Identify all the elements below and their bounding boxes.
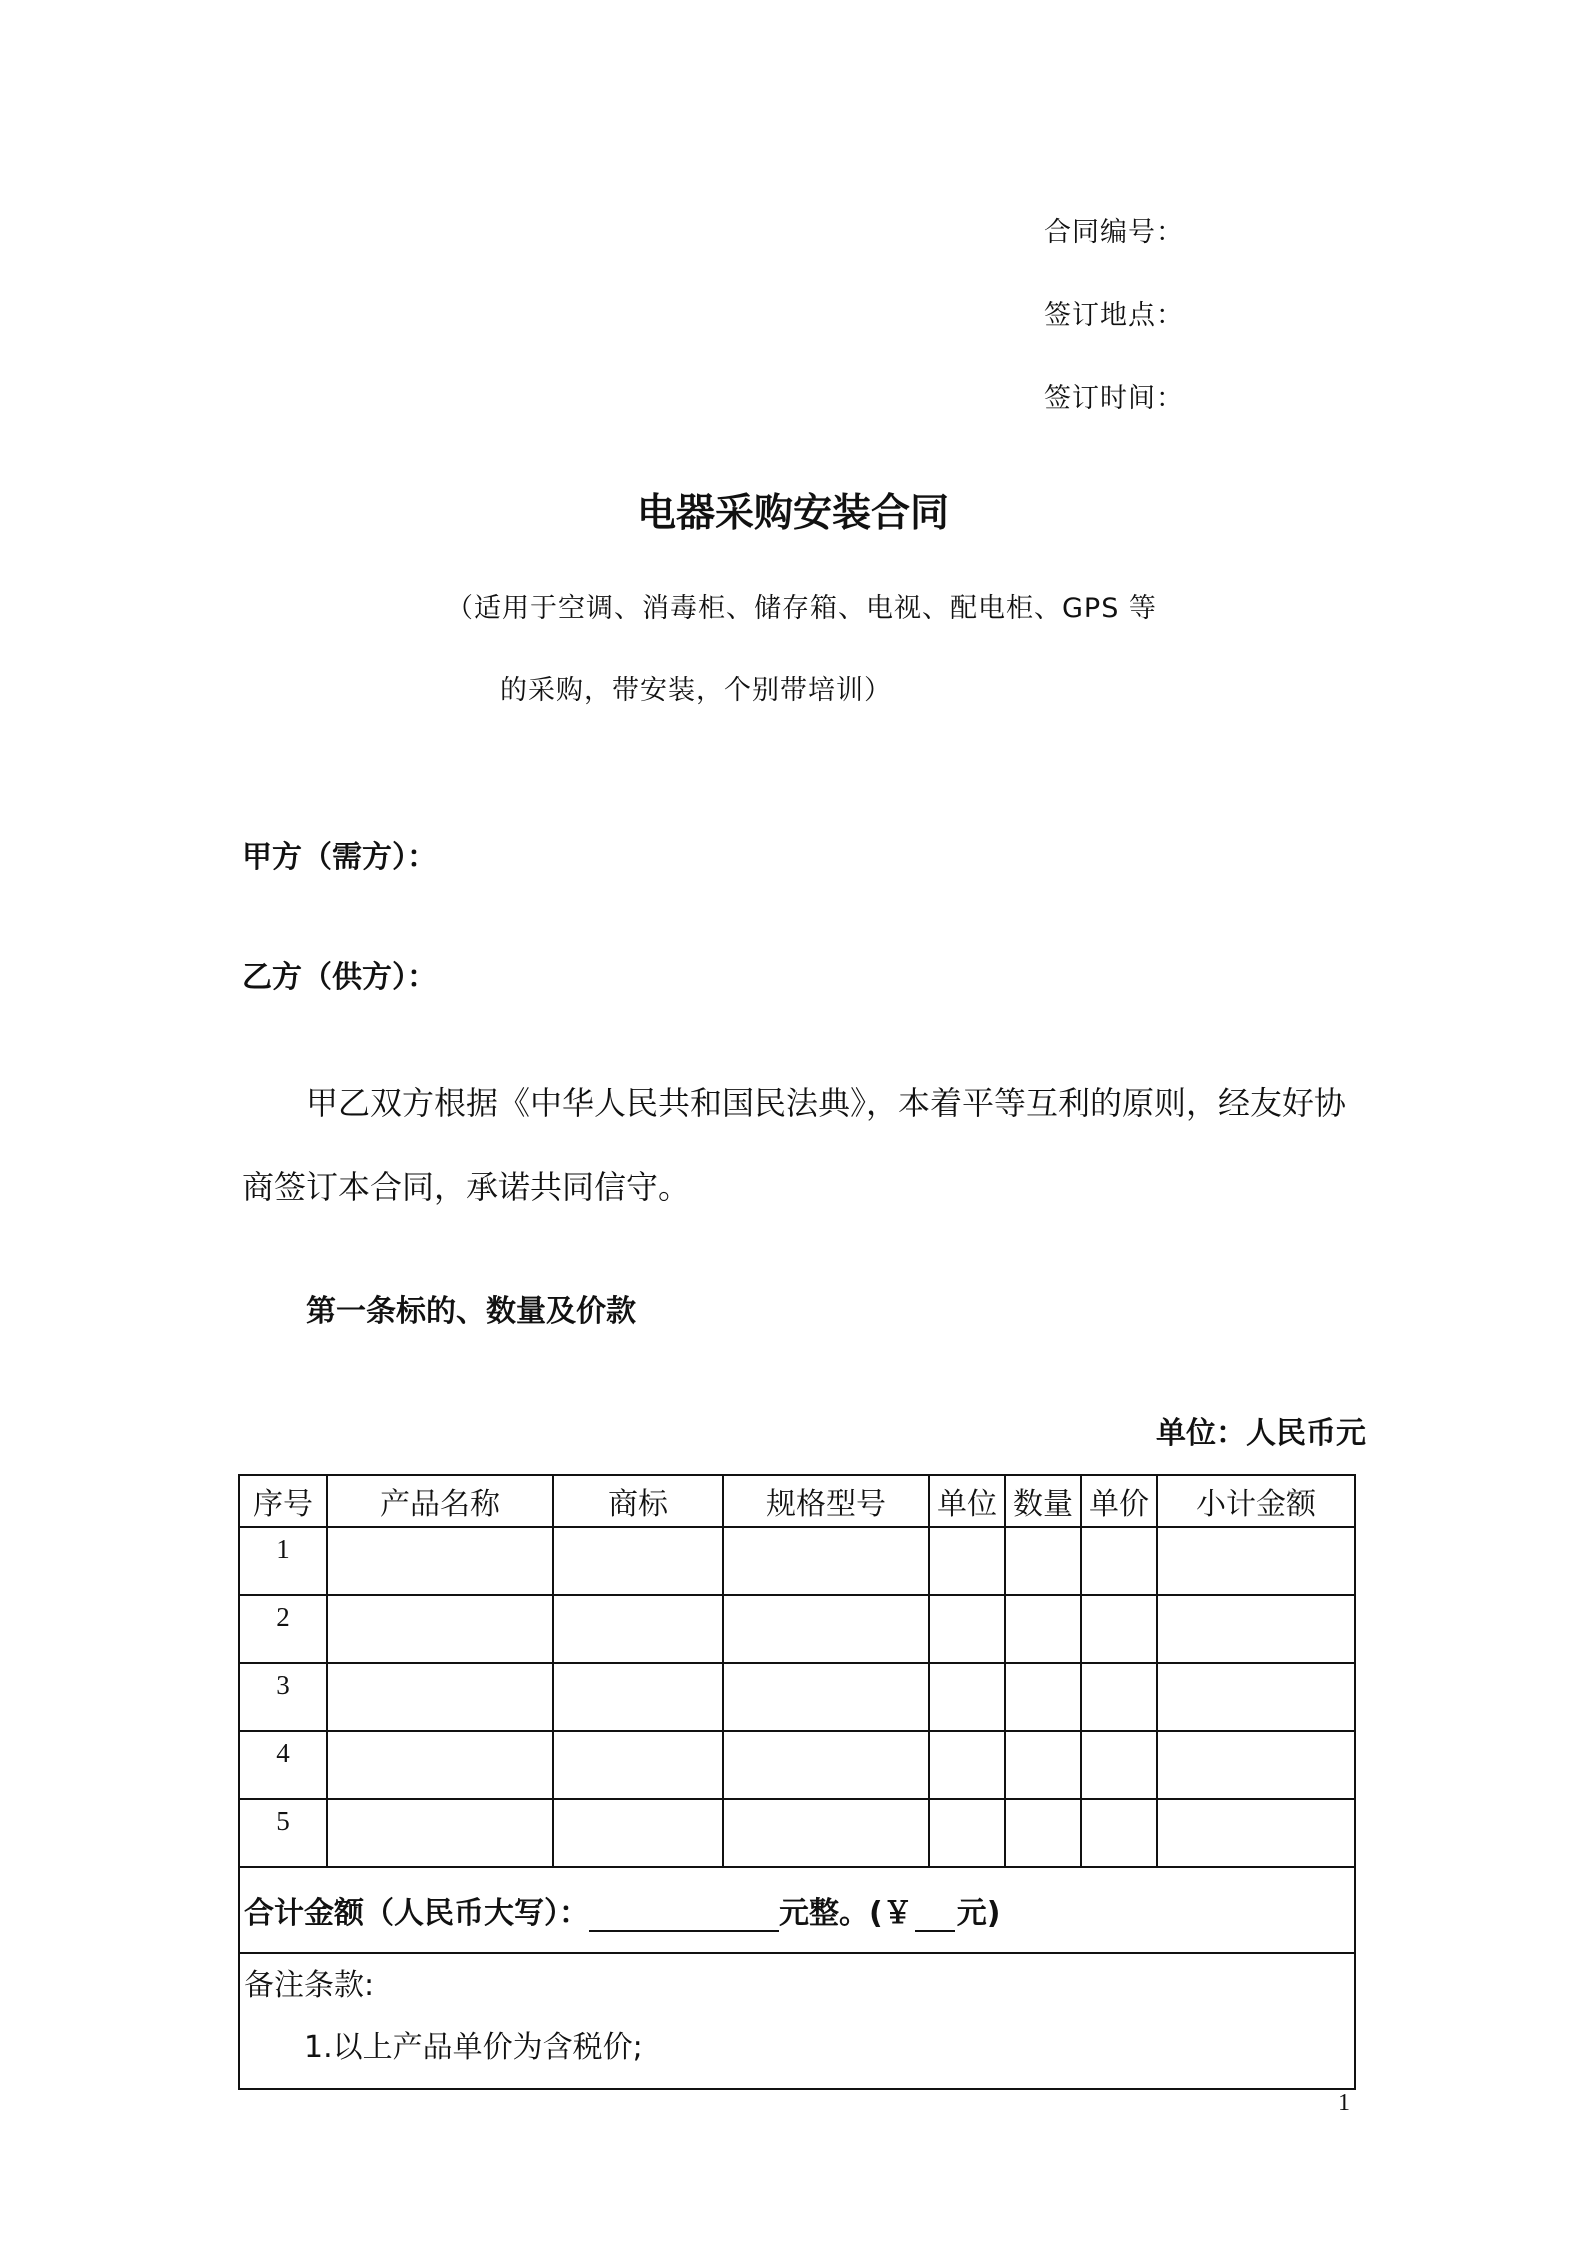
cell-unit[interactable] [929, 1731, 1005, 1799]
intro-line-1: 甲乙双方根据《中华人民共和国民法典》，本着平等互利的原则，经友好协 [306, 1084, 1347, 1122]
row-number: 3 [239, 1663, 327, 1731]
header-model: 规格型号 [723, 1475, 929, 1527]
cell-brand[interactable] [553, 1527, 723, 1595]
table-row [239, 1527, 1355, 1595]
header-unit: 单位 [929, 1475, 1005, 1527]
table-row [239, 1595, 1355, 1663]
cell-model[interactable] [723, 1595, 929, 1663]
product-table [238, 1474, 1356, 2090]
row-number: 1 [239, 1527, 327, 1595]
cell-unit-price[interactable] [1081, 1595, 1157, 1663]
cell-unit-price[interactable] [1081, 1663, 1157, 1731]
total-amount-label: 合计金额（人民币大写）： [244, 1896, 589, 1931]
page-number: 1 [1338, 2090, 1350, 2116]
cell-quantity[interactable] [1005, 1731, 1081, 1799]
cell-quantity[interactable] [1005, 1799, 1081, 1867]
total-words-blank[interactable] [589, 1900, 779, 1932]
party-b-label: 乙方（供方）： [242, 960, 437, 995]
cell-quantity[interactable] [1005, 1595, 1081, 1663]
subtitle-line-2: 的采购，带安装，个别带培训） [500, 675, 892, 706]
contract-number-label: 合同编号： [1044, 217, 1184, 248]
cell-subtotal[interactable] [1157, 1663, 1355, 1731]
cell-product-name[interactable] [327, 1527, 553, 1595]
total-amount-cell [239, 1867, 1355, 1953]
cell-brand[interactable] [553, 1595, 723, 1663]
cell-model[interactable] [723, 1663, 929, 1731]
cell-product-name[interactable] [327, 1731, 553, 1799]
cell-unit[interactable] [929, 1799, 1005, 1867]
document-title: 电器采购安装合同 [636, 491, 949, 536]
header-product-name: 产品名称 [327, 1475, 553, 1527]
row-number: 2 [239, 1595, 327, 1663]
cell-quantity[interactable] [1005, 1663, 1081, 1731]
total-figure-blank[interactable] [915, 1900, 955, 1932]
cell-brand[interactable] [553, 1663, 723, 1731]
cell-brand[interactable] [553, 1731, 723, 1799]
table-row [239, 1731, 1355, 1799]
total-row [239, 1867, 1355, 1953]
cell-subtotal[interactable] [1157, 1731, 1355, 1799]
cell-unit[interactable] [929, 1527, 1005, 1595]
cell-product-name[interactable] [327, 1799, 553, 1867]
cell-subtotal[interactable] [1157, 1527, 1355, 1595]
table-header-row [239, 1475, 1355, 1527]
table-row [239, 1663, 1355, 1731]
cell-product-name[interactable] [327, 1595, 553, 1663]
cell-unit-price[interactable] [1081, 1799, 1157, 1867]
cell-brand[interactable] [553, 1799, 723, 1867]
cell-unit[interactable] [929, 1663, 1005, 1731]
cell-subtotal[interactable] [1157, 1595, 1355, 1663]
header-brand: 商标 [553, 1475, 723, 1527]
total-suffix-text: 元) [956, 1896, 1001, 1931]
header-index: 序号 [239, 1475, 327, 1527]
signing-place-label: 签订地点： [1044, 300, 1184, 331]
cell-model[interactable] [723, 1527, 929, 1595]
cell-model[interactable] [723, 1731, 929, 1799]
header-unit-price: 单价 [1081, 1475, 1157, 1527]
header-quantity: 数量 [1005, 1475, 1081, 1527]
cell-unit-price[interactable] [1081, 1731, 1157, 1799]
currency-unit-label: 单位：人民币元 [1156, 1416, 1366, 1451]
row-number: 5 [239, 1799, 327, 1867]
header-subtotal: 小计金额 [1157, 1475, 1355, 1527]
notes-item-1: 1.以上产品单价为含税价; [304, 2030, 643, 2065]
cell-unit-price[interactable] [1081, 1527, 1157, 1595]
cell-subtotal[interactable] [1157, 1799, 1355, 1867]
intro-line-2: 商签订本合同，承诺共同信守。 [242, 1168, 691, 1206]
party-a-label: 甲方（需方）： [242, 840, 437, 875]
table-row [239, 1799, 1355, 1867]
notes-cell [239, 1953, 1355, 2089]
notes-row [239, 1953, 1355, 2089]
cell-quantity[interactable] [1005, 1527, 1081, 1595]
notes-label: 备注条款: [244, 1968, 375, 2003]
section-1-heading: 第一条标的、数量及价款 [306, 1294, 636, 1329]
cell-unit[interactable] [929, 1595, 1005, 1663]
subtitle-line-1: （适用于空调、消毒柜、储存箱、电视、配电柜、GPS 等 [446, 593, 1157, 624]
cell-product-name[interactable] [327, 1663, 553, 1731]
signing-time-label: 签订时间： [1044, 383, 1184, 414]
cell-model[interactable] [723, 1799, 929, 1867]
row-number: 4 [239, 1731, 327, 1799]
total-mid-text: 元整。(￥ [779, 1896, 913, 1931]
